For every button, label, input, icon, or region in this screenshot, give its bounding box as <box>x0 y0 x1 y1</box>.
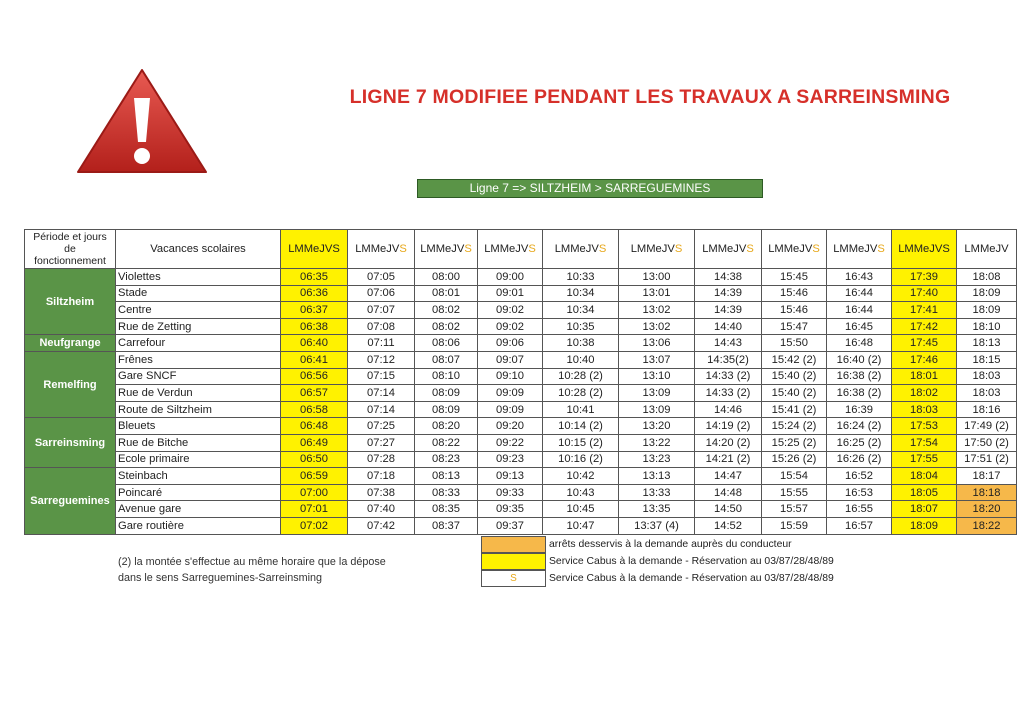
time-cell: 09:07 <box>478 351 543 368</box>
service-column-header: LMMeJVS <box>415 230 478 269</box>
time-cell: 17:39 <box>892 269 957 286</box>
time-cell: 16:44 <box>827 302 892 319</box>
time-cell: 18:09 <box>957 302 1017 319</box>
time-cell: 17:55 <box>892 451 957 468</box>
time-cell: 13:35 <box>619 501 695 518</box>
table-row <box>25 351 1017 368</box>
table-row <box>25 385 1017 402</box>
time-cell: 06:37 <box>281 302 348 319</box>
time-cell: 10:38 <box>543 335 619 352</box>
time-cell: 15:46 <box>762 285 827 302</box>
legend-text: arrêts desservis à la demande auprès du conducteur <box>549 539 792 550</box>
stop-name: Rue de Verdun <box>116 385 281 402</box>
time-cell: 13:06 <box>619 335 695 352</box>
legend-item <box>481 570 834 587</box>
time-cell: 08:23 <box>415 451 478 468</box>
time-cell: 16:25 (2) <box>827 434 892 451</box>
time-cell: 09:02 <box>478 318 543 335</box>
service-column-header: LMMeJVS <box>619 230 695 269</box>
time-cell: 08:20 <box>415 418 478 435</box>
time-cell: 10:14 (2) <box>543 418 619 435</box>
stop-name: Steinbach <box>116 468 281 485</box>
time-cell: 14:46 <box>695 401 762 418</box>
time-cell: 06:48 <box>281 418 348 435</box>
time-cell: 07:12 <box>348 351 415 368</box>
line-subtitle: Ligne 7 => SILTZHEIM > SARREGUEMINES <box>417 179 763 198</box>
stop-name: Poincaré <box>116 484 281 501</box>
time-cell: 14:21 (2) <box>695 451 762 468</box>
time-cell: 15:59 <box>762 517 827 534</box>
time-cell: 17:53 <box>892 418 957 435</box>
time-cell: 15:57 <box>762 501 827 518</box>
time-cell: 16:24 (2) <box>827 418 892 435</box>
time-cell: 09:10 <box>478 368 543 385</box>
zone-label: Sarreinsming <box>25 418 116 468</box>
table-row <box>25 318 1017 335</box>
time-cell: 13:07 <box>619 351 695 368</box>
time-cell: 14:39 <box>695 302 762 319</box>
time-cell: 10:15 (2) <box>543 434 619 451</box>
time-cell: 09:09 <box>478 401 543 418</box>
stop-name: Route de Siltzheim <box>116 401 281 418</box>
time-cell: 10:47 <box>543 517 619 534</box>
service-column-header: LMMeJVS <box>762 230 827 269</box>
time-cell: 10:16 (2) <box>543 451 619 468</box>
table-row <box>25 517 1017 534</box>
time-cell: 18:05 <box>892 484 957 501</box>
service-column-header: LMMeJVS <box>827 230 892 269</box>
time-cell: 07:42 <box>348 517 415 534</box>
time-cell: 18:08 <box>957 269 1017 286</box>
time-cell: 13:13 <box>619 468 695 485</box>
time-cell: 16:40 (2) <box>827 351 892 368</box>
time-cell: 18:15 <box>957 351 1017 368</box>
time-cell: 16:45 <box>827 318 892 335</box>
time-cell: 17:42 <box>892 318 957 335</box>
time-cell: 09:20 <box>478 418 543 435</box>
time-cell: 16:38 (2) <box>827 368 892 385</box>
time-cell: 08:02 <box>415 318 478 335</box>
time-cell: 16:48 <box>827 335 892 352</box>
time-cell: 07:02 <box>281 517 348 534</box>
time-cell: 07:28 <box>348 451 415 468</box>
legend-swatch <box>481 536 546 553</box>
table-row <box>25 368 1017 385</box>
time-cell: 15:55 <box>762 484 827 501</box>
time-cell: 13:02 <box>619 318 695 335</box>
stop-name: Avenue gare <box>116 501 281 518</box>
time-cell: 15:50 <box>762 335 827 352</box>
time-cell: 15:54 <box>762 468 827 485</box>
table-row <box>25 451 1017 468</box>
time-cell: 10:28 (2) <box>543 385 619 402</box>
time-cell: 06:49 <box>281 434 348 451</box>
header-row <box>25 230 1017 269</box>
time-cell: 07:25 <box>348 418 415 435</box>
time-cell: 16:57 <box>827 517 892 534</box>
warning-triangle-icon <box>74 66 210 178</box>
time-cell: 10:34 <box>543 302 619 319</box>
service-column-header: LMMeJVS <box>892 230 957 269</box>
time-cell: 15:47 <box>762 318 827 335</box>
time-cell: 09:06 <box>478 335 543 352</box>
time-cell: 18:03 <box>957 385 1017 402</box>
table-row <box>25 468 1017 485</box>
time-cell: 07:27 <box>348 434 415 451</box>
legend <box>481 536 834 587</box>
legend-item <box>481 536 834 553</box>
page-title: LIGNE 7 MODIFIEE PENDANT LES TRAVAUX A SARREINSMING <box>349 86 951 108</box>
legend-text: Service Cabus à la demande - Réservation au 03/87/28/48/89 <box>549 573 834 584</box>
time-cell: 16:38 (2) <box>827 385 892 402</box>
time-cell: 06:36 <box>281 285 348 302</box>
footnote <box>118 554 386 586</box>
time-cell: 13:23 <box>619 451 695 468</box>
stop-name: Violettes <box>116 269 281 286</box>
zone-label: Neufgrange <box>25 335 116 352</box>
stop-name: Rue de Bitche <box>116 434 281 451</box>
time-cell: 18:02 <box>892 385 957 402</box>
time-cell: 08:22 <box>415 434 478 451</box>
time-cell: 16:39 <box>827 401 892 418</box>
time-cell: 14:48 <box>695 484 762 501</box>
time-cell: 07:18 <box>348 468 415 485</box>
footnote-line-2: dans le sens Sarreguemines-Sarreinsming <box>118 572 323 584</box>
time-cell: 15:40 (2) <box>762 368 827 385</box>
time-cell: 18:01 <box>892 368 957 385</box>
time-cell: 09:23 <box>478 451 543 468</box>
time-cell: 14:43 <box>695 335 762 352</box>
time-cell: 15:24 (2) <box>762 418 827 435</box>
time-cell: 07:08 <box>348 318 415 335</box>
time-cell: 14:20 (2) <box>695 434 762 451</box>
service-column-header: LMMeJVS <box>281 230 348 269</box>
time-cell: 13:00 <box>619 269 695 286</box>
time-cell: 15:45 <box>762 269 827 286</box>
time-cell: 08:10 <box>415 368 478 385</box>
table-row <box>25 302 1017 319</box>
time-cell: 18:20 <box>957 501 1017 518</box>
service-column-header: LMMeJVS <box>695 230 762 269</box>
time-cell: 18:03 <box>892 401 957 418</box>
time-cell: 14:40 <box>695 318 762 335</box>
time-cell: 13:33 <box>619 484 695 501</box>
time-cell: 06:35 <box>281 269 348 286</box>
time-cell: 18:13 <box>957 335 1017 352</box>
time-cell: 18:22 <box>957 517 1017 534</box>
stop-name: Centre <box>116 302 281 319</box>
table-row <box>25 401 1017 418</box>
table-row <box>25 285 1017 302</box>
stop-name: Rue de Zetting <box>116 318 281 335</box>
time-cell: 13:09 <box>619 401 695 418</box>
time-cell: 15:25 (2) <box>762 434 827 451</box>
time-cell: 09:09 <box>478 385 543 402</box>
time-cell: 10:35 <box>543 318 619 335</box>
time-cell: 06:56 <box>281 368 348 385</box>
zone-label: Siltzheim <box>25 269 116 335</box>
time-cell: 18:16 <box>957 401 1017 418</box>
time-cell: 17:51 (2) <box>957 451 1017 468</box>
time-cell: 10:33 <box>543 269 619 286</box>
time-cell: 10:43 <box>543 484 619 501</box>
time-cell: 07:40 <box>348 501 415 518</box>
time-cell: 13:37 (4) <box>619 517 695 534</box>
service-column-header: LMMeJV <box>957 230 1017 269</box>
time-cell: 09:01 <box>478 285 543 302</box>
footnote-line-1: (2) la montée s'effectue au même horaire que la dépose <box>118 556 386 568</box>
time-cell: 17:45 <box>892 335 957 352</box>
time-cell: 14:39 <box>695 285 762 302</box>
stop-name: Gare SNCF <box>116 368 281 385</box>
time-cell: 07:06 <box>348 285 415 302</box>
time-cell: 07:07 <box>348 302 415 319</box>
time-cell: 09:02 <box>478 302 543 319</box>
time-cell: 14:35(2) <box>695 351 762 368</box>
time-cell: 07:14 <box>348 385 415 402</box>
time-cell: 18:10 <box>957 318 1017 335</box>
time-cell: 13:09 <box>619 385 695 402</box>
time-cell: 07:05 <box>348 269 415 286</box>
table-row <box>25 434 1017 451</box>
time-cell: 15:46 <box>762 302 827 319</box>
time-cell: 08:09 <box>415 401 478 418</box>
time-cell: 15:41 (2) <box>762 401 827 418</box>
time-cell: 16:44 <box>827 285 892 302</box>
time-cell: 15:42 (2) <box>762 351 827 368</box>
time-cell: 09:00 <box>478 269 543 286</box>
stop-name: Stade <box>116 285 281 302</box>
time-cell: 10:28 (2) <box>543 368 619 385</box>
time-cell: 07:38 <box>348 484 415 501</box>
time-cell: 16:55 <box>827 501 892 518</box>
vacances-header: Vacances scolaires <box>116 230 281 269</box>
zone-label: Remelfing <box>25 351 116 417</box>
table-row <box>25 418 1017 435</box>
time-cell: 13:01 <box>619 285 695 302</box>
time-cell: 17:46 <box>892 351 957 368</box>
time-cell: 15:26 (2) <box>762 451 827 468</box>
time-cell: 07:15 <box>348 368 415 385</box>
time-cell: 13:10 <box>619 368 695 385</box>
table-row <box>25 501 1017 518</box>
time-cell: 18:09 <box>892 517 957 534</box>
time-cell: 17:40 <box>892 285 957 302</box>
time-cell: 09:22 <box>478 434 543 451</box>
time-cell: 14:33 (2) <box>695 385 762 402</box>
service-column-header: LMMeJVS <box>478 230 543 269</box>
time-cell: 07:14 <box>348 401 415 418</box>
legend-swatch <box>481 553 546 570</box>
zone-label: Sarreguemines <box>25 468 116 534</box>
time-cell: 17:50 (2) <box>957 434 1017 451</box>
time-cell: 13:22 <box>619 434 695 451</box>
legend-swatch: S <box>481 570 546 587</box>
time-cell: 08:01 <box>415 285 478 302</box>
service-column-header: LMMeJVS <box>543 230 619 269</box>
time-cell: 13:02 <box>619 302 695 319</box>
stop-name: Gare routière <box>116 517 281 534</box>
time-cell: 17:49 (2) <box>957 418 1017 435</box>
time-cell: 18:07 <box>892 501 957 518</box>
time-cell: 10:45 <box>543 501 619 518</box>
time-cell: 08:33 <box>415 484 478 501</box>
time-cell: 08:09 <box>415 385 478 402</box>
time-cell: 14:50 <box>695 501 762 518</box>
time-cell: 08:37 <box>415 517 478 534</box>
time-cell: 18:17 <box>957 468 1017 485</box>
time-cell: 18:18 <box>957 484 1017 501</box>
time-cell: 10:41 <box>543 401 619 418</box>
time-cell: 07:01 <box>281 501 348 518</box>
table-row <box>25 335 1017 352</box>
time-cell: 06:40 <box>281 335 348 352</box>
stop-name: Frênes <box>116 351 281 368</box>
time-cell: 16:43 <box>827 269 892 286</box>
time-cell: 18:09 <box>957 285 1017 302</box>
legend-text: Service Cabus à la demande - Réservation au 03/87/28/48/89 <box>549 556 834 567</box>
legend-item <box>481 553 834 570</box>
time-cell: 06:57 <box>281 385 348 402</box>
time-cell: 06:41 <box>281 351 348 368</box>
time-cell: 07:11 <box>348 335 415 352</box>
time-cell: 18:04 <box>892 468 957 485</box>
periode-header: Période et jours de fonctionnement <box>25 230 116 269</box>
time-cell: 08:35 <box>415 501 478 518</box>
time-cell: 16:52 <box>827 468 892 485</box>
time-cell: 09:35 <box>478 501 543 518</box>
time-cell: 08:06 <box>415 335 478 352</box>
time-cell: 09:13 <box>478 468 543 485</box>
table-row <box>25 484 1017 501</box>
time-cell: 13:20 <box>619 418 695 435</box>
time-cell: 07:00 <box>281 484 348 501</box>
stop-name: Ecole primaire <box>116 451 281 468</box>
time-cell: 14:47 <box>695 468 762 485</box>
time-cell: 09:37 <box>478 517 543 534</box>
time-cell: 06:59 <box>281 468 348 485</box>
time-cell: 06:58 <box>281 401 348 418</box>
time-cell: 09:33 <box>478 484 543 501</box>
time-cell: 16:26 (2) <box>827 451 892 468</box>
time-cell: 10:40 <box>543 351 619 368</box>
time-cell: 16:53 <box>827 484 892 501</box>
time-cell: 14:52 <box>695 517 762 534</box>
time-cell: 14:38 <box>695 269 762 286</box>
time-cell: 17:41 <box>892 302 957 319</box>
time-cell: 10:42 <box>543 468 619 485</box>
time-cell: 06:50 <box>281 451 348 468</box>
stop-name: Bleuets <box>116 418 281 435</box>
stop-name: Carrefour <box>116 335 281 352</box>
time-cell: 18:03 <box>957 368 1017 385</box>
time-cell: 10:34 <box>543 285 619 302</box>
service-column-header: LMMeJVS <box>348 230 415 269</box>
time-cell: 06:38 <box>281 318 348 335</box>
time-cell: 08:07 <box>415 351 478 368</box>
time-cell: 14:19 (2) <box>695 418 762 435</box>
time-cell: 17:54 <box>892 434 957 451</box>
time-cell: 08:00 <box>415 269 478 286</box>
table-row <box>25 269 1017 286</box>
time-cell: 14:33 (2) <box>695 368 762 385</box>
time-cell: 08:13 <box>415 468 478 485</box>
time-cell: 15:40 (2) <box>762 385 827 402</box>
time-cell: 08:02 <box>415 302 478 319</box>
timetable <box>24 229 1017 535</box>
